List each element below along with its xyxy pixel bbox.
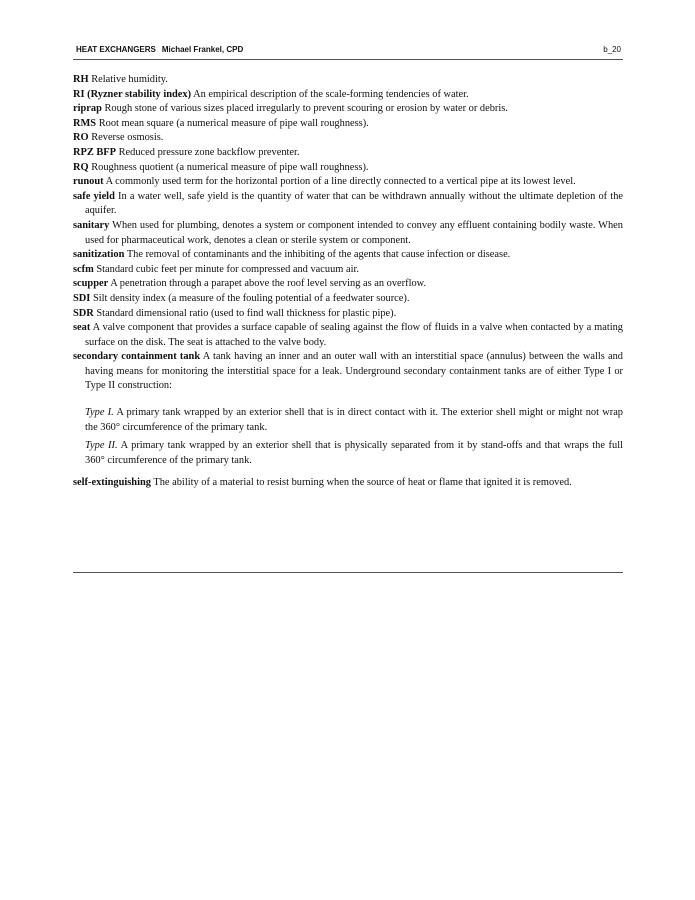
entry-term: scfm	[73, 263, 94, 275]
entry-rh	[73, 73, 623, 88]
entry-secondary-containment-tank	[73, 350, 623, 394]
type-two-paragraph	[73, 439, 623, 468]
entry-term: self-extinguishing	[73, 477, 151, 489]
entry-term: secondary containment tank	[73, 351, 201, 363]
entry-definition: A valve component that provides a surface capable of sealing against the flow of fluids in a valve when contacted by a mating surface on the disk. The seat is attached to the valve body.	[85, 322, 623, 348]
entry-definition: Reverse osmosis.	[91, 132, 164, 144]
entry-definition: Roughness quotient (a numerical measure of pipe wall roughness).	[91, 161, 369, 173]
entry-self-extinguishing	[73, 476, 623, 491]
entry-definition: Relative humidity.	[91, 74, 168, 85]
entry-sdi	[73, 292, 623, 307]
type-text: A primary tank wrapped by an exterior shell that is physically separated from it by stand-offs and that wraps the full 360° circumference of the primary tank.	[85, 440, 623, 466]
type-text: A primary tank wrapped by an exterior shell that is in direct contact with it. The exterior shell might or might not wrap the 360° circumference of the primary tank.	[85, 407, 624, 433]
entry-term: sanitary	[73, 219, 110, 231]
entry-term: RMS	[73, 117, 97, 129]
entry-seat	[73, 321, 623, 350]
type-label: Type II.	[85, 440, 118, 452]
entry-term: RI (Ryzner stability index)	[73, 88, 192, 100]
entry-term: RH	[73, 74, 89, 85]
entry-definition: Root mean square (a numerical measure of pipe wall roughness).	[98, 117, 369, 129]
entry-sanitary	[73, 219, 623, 248]
entry-sanitization	[73, 248, 623, 263]
entry-riprap	[73, 102, 623, 117]
entry-term: seat	[73, 322, 91, 334]
entry-definition: When used for plumbing, denotes a system or component intended to convey any effluent containing bodily waste. When used for pharmaceutical work, denotes a clean or sterile system or component.	[85, 219, 623, 246]
entry-definition: Reduced pressure zone backflow preventer.	[118, 146, 300, 158]
header-author: Michael Frankel, CPD	[161, 45, 244, 54]
entry-term: safe yield	[73, 190, 115, 202]
type-label: Type I.	[85, 407, 114, 419]
footer-rule	[73, 572, 623, 573]
entry-sdr	[73, 307, 623, 322]
entry-definition: In a water well, safe yield is the quantity of water that can be withdrawn annually without the ultimate depletion of the aquifer.	[85, 190, 623, 217]
entry-safe-yield	[73, 190, 623, 219]
entry-term: RO	[73, 132, 89, 144]
entry-definition: A penetration through a parapet above the roof level serving as an overflow.	[110, 278, 427, 290]
page-number: b_20	[603, 45, 621, 54]
entry-scfm	[73, 263, 623, 278]
entry-term: RQ	[73, 161, 89, 173]
glossary-content	[73, 73, 623, 491]
entry-term: sanitization	[73, 249, 125, 261]
entry-definition: Standard dimensional ratio (used to find wall thickness for plastic pipe).	[96, 307, 397, 319]
entry-definition: Rough stone of various sizes placed irregularly to prevent scouring or erosion by water or debris.	[104, 103, 508, 115]
entry-rpz-bfp	[73, 146, 623, 161]
entry-definition: The removal of contaminants and the inhibiting of the agents that cause infection or disease.	[126, 249, 511, 261]
entry-rq	[73, 161, 623, 176]
running-header	[73, 43, 623, 59]
entry-scupper	[73, 277, 623, 292]
header-left	[76, 45, 243, 54]
entry-definition: A tank having an inner and an outer wall with an interstitial space (annulus) between the walls and having means for monitoring the interstitial space for a leak. Underground secondary containment tanks are of either Type I or Type II construction:	[85, 351, 623, 392]
entry-term: RPZ BFP	[73, 146, 117, 158]
entry-term: scupper	[73, 278, 109, 290]
entry-term: runout	[73, 176, 104, 188]
entry-definition: A commonly used term for the horizontal portion of a line directly connected to a vertical pipe at its lowest level.	[105, 176, 576, 188]
entry-definition: The ability of a material to resist burning when the source of heat or flame that ignited it is removed.	[153, 477, 572, 489]
entry-ro	[73, 131, 623, 146]
entry-rms	[73, 117, 623, 132]
entry-definition: Silt density index (a measure of the fouling potential of a feedwater source).	[92, 292, 410, 304]
entry-runout	[73, 175, 623, 190]
entry-ri	[73, 88, 623, 103]
type-one-paragraph	[73, 406, 623, 435]
entry-term: riprap	[73, 103, 102, 115]
entry-definition: An empirical description of the scale-forming tendencies of water.	[193, 88, 469, 100]
header-rule	[73, 59, 623, 60]
entry-term: SDR	[73, 307, 94, 319]
entry-definition: Standard cubic feet per minute for compressed and vacuum air.	[96, 263, 359, 275]
entry-term: SDI	[73, 292, 91, 304]
header-section: HEAT EXCHANGERS	[76, 45, 156, 54]
